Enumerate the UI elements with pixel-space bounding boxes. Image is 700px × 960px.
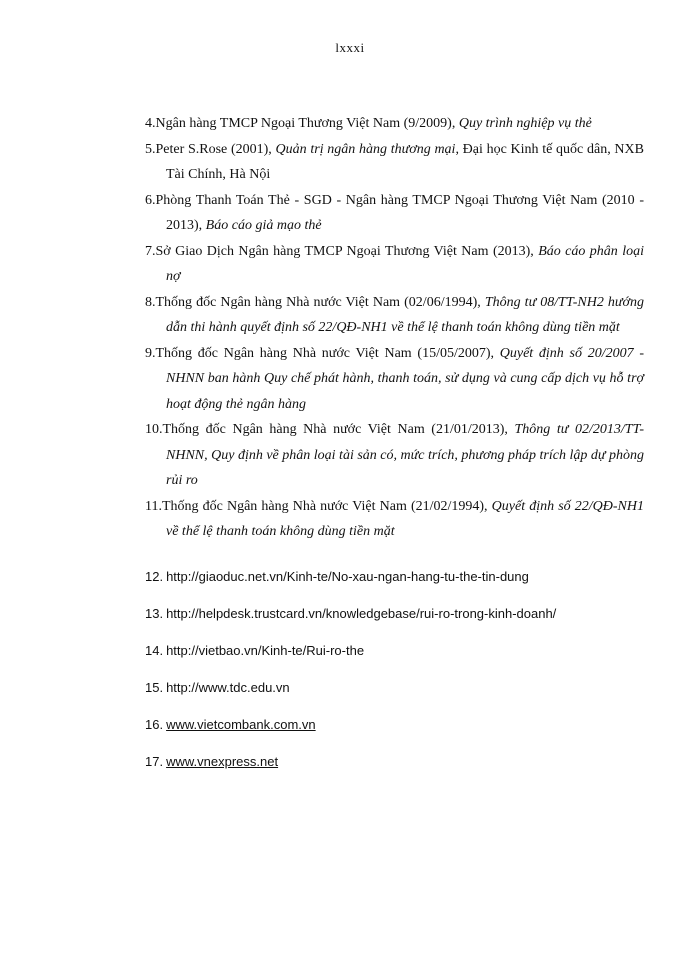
link-number: 15. [145, 680, 164, 695]
reference-title: Thông tư 08/TT-NH2 hướng dẫn thi hành quyết định số 22/QĐ-NH1 về thể lệ thanh toán không dùng tiền mặt [166, 294, 644, 335]
reference-publisher: , Đại học Kinh tế quốc dân, NXB Tài Chính, Hà Nội [166, 141, 644, 182]
link-number: 12. [145, 569, 164, 584]
reference-text: 7.Sở Giao Dịch Ngân hàng TMCP Ngoại Thương Việt Nam (2013), [145, 243, 539, 259]
reference-title: Báo cáo phân loại nợ [166, 243, 644, 284]
link-list [145, 568, 644, 790]
reference-item [145, 494, 644, 545]
reference-title: Báo cáo giả mạo thẻ [205, 218, 322, 233]
link-url: http://vietbao.vn/Kinh-te/Rui-ro-the [166, 643, 365, 658]
reference-item [145, 111, 644, 137]
reference-text: 6.Phòng Thanh Toán Thẻ - SGD - Ngân hàng TMCP Ngoại Thương Việt Nam (2010 - 2013), [145, 192, 644, 233]
link-url: http://giaoduc.net.vn/Kinh-te/No-xau-ngan-hang-tu-the-tin-dung [166, 569, 529, 584]
link-item [145, 642, 644, 660]
vietcombank-link[interactable]: www.vietcombank.com.vn [166, 717, 316, 732]
reference-text: 8.Thống đốc Ngân hàng Nhà nước Việt Nam (02/06/1994), [145, 294, 485, 310]
reference-title: Quy trình nghiệp vụ thẻ [458, 116, 592, 131]
vnexpress-link[interactable]: www.vnexpress.net [166, 754, 279, 769]
reference-text: 5.Peter S.Rose (2001), [145, 141, 276, 157]
reference-item [145, 290, 644, 341]
link-number: 13. [145, 606, 164, 621]
reference-text: 11.Thống đốc Ngân hàng Nhà nước Việt Nam (21/02/1994), [145, 498, 492, 514]
page-number: lxxxi [335, 40, 365, 55]
reference-text: 10.Thống đốc Ngân hàng Nhà nước Việt Nam (21/01/2013), [145, 422, 515, 437]
reference-item [145, 417, 644, 494]
reference-title: Quyết định số 22/QĐ-NH1 về thể lệ thanh toán không dùng tiền mặt [166, 498, 644, 539]
link-number: 16. [145, 717, 164, 732]
link-url: http://helpdesk.trustcard.vn/knowledgebase/rui-ro-trong-kinh-doanh/ [166, 606, 557, 621]
link-item [145, 753, 644, 771]
link-item [145, 605, 644, 623]
reference-title: Quản trị ngân hàng thương mại [275, 141, 456, 157]
reference-title: Quyết định số 20/2007 - NHNN ban hành Quy chế phát hành, thanh toán, sử dụng và cung cấp dịch vụ hỗ trợ hoạt động thẻ ngân hàng [166, 345, 644, 412]
reference-item [145, 341, 644, 418]
link-item [145, 716, 644, 734]
reference-item [145, 137, 644, 188]
reference-title: Thông tư 02/2013/TT-NHNN, Quy định về phân loại tài sản có, mức trích, phương pháp trích lập dự phòng rủi ro [166, 422, 644, 488]
reference-text: 4.Ngân hàng TMCP Ngoại Thương Việt Nam (9/2009), [145, 116, 459, 131]
link-number: 14. [145, 643, 164, 658]
link-url: http://www.tdc.edu.vn [166, 680, 290, 695]
link-item [145, 679, 644, 697]
reference-item [145, 239, 644, 290]
reference-text: 9.Thống đốc Ngân hàng Nhà nước Việt Nam (15/05/2007), [145, 345, 500, 361]
reference-list [145, 111, 644, 545]
link-item [145, 568, 644, 586]
link-number: 17. [145, 754, 164, 769]
reference-item [145, 188, 644, 239]
